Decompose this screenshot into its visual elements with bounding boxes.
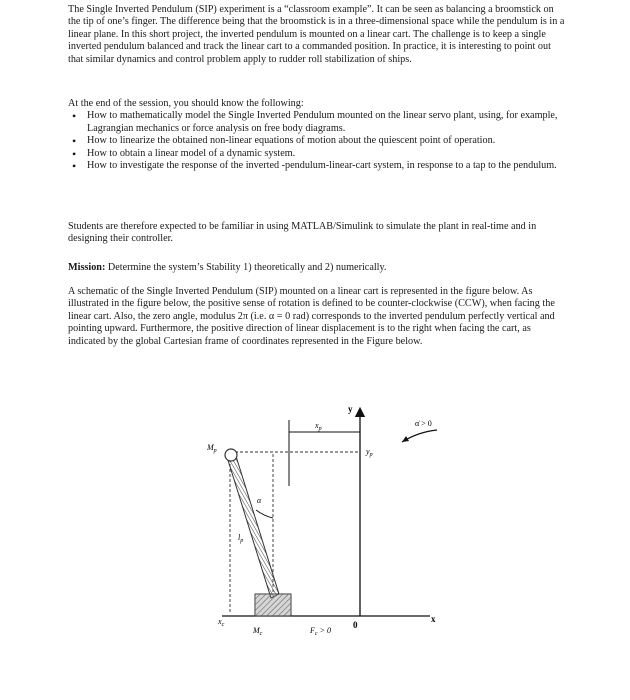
fc-label: $F_c > 0$ <box>310 626 331 637</box>
alpha-arc <box>256 510 273 518</box>
mission-text: Determine the system’s Stability 1) theoretically and 2) numerically. <box>105 262 387 273</box>
intro-paragraph: The Single Inverted Pendulum (SIP) experiment is a “classroom example”. It can be seen as balancing a broomstick on the tip of one’s finger. The difference being that the broomstick is in a three-dimensional space while the pendulum is in a linear plane. In this short project, the inverted pendulum is mounted on a linear cart. The challenge is to keep a single inverted pendulum balanced and track the linear cart to a commanded position. In practice, it is interesting to point out that similar dynamics and control problem apply to rudder roll stabilization of ships. <box>68 4 565 65</box>
objective-item: • How to mathematically model the Single Inverted Pendulum mounted on the linear servo plant, using, for example, Lagrangian mechanics or force analysis on free body diagrams. <box>68 110 568 135</box>
pendulum-rod <box>227 453 279 598</box>
x-axis-label: x <box>431 614 436 624</box>
mp-label: $M_p$ <box>207 443 217 454</box>
pendulum-figure <box>190 398 450 648</box>
objective-item: • How to linearize the obtained non-linear equations of motion about the quiescent point of operation. <box>68 135 568 147</box>
objectives-section <box>68 98 568 172</box>
schematic-paragraph: A schematic of the Single Inverted Pendulum (SIP) mounted on a linear cart is represented in the figure below. As illustrated in the figure below, the positive sense of rotation is defined to be counter-clockwise (CCW), when facing the linear cart. Also, the zero angle, modulus 2π (i.e. α = 0 rad) corresponds to the inverted pendulum perfectly vertical and pointing upward. Furthermore, the positive direction of linear displacement is to the right when facing the cart, as indicated by the global Cartesian frame of coordinates represented in the Figure below. <box>68 286 555 347</box>
mission-paragraph <box>68 262 568 274</box>
lp-label: $l_p$ <box>238 533 244 544</box>
objective-item: • How to obtain a linear model of a dynamic system. <box>68 148 568 160</box>
objectives-heading: At the end of the session, you should know the following: <box>68 98 304 109</box>
prerequisites-paragraph: Students are therefore expected to be familiar in using MATLAB/Simulink to simulate the plant in real-time and in designing their controller. <box>68 221 537 245</box>
alpha-label: α <box>257 496 262 505</box>
objective-item: • How to investigate the response of the inverted -pendulum-linear-cart system, in response to a tap to the pendulum. <box>68 160 568 172</box>
y-axis-label: y <box>348 404 353 414</box>
pendulum-mass <box>225 449 237 461</box>
mc-label: $M_c$ <box>253 626 263 637</box>
xp-top-label: $x_p$ <box>315 421 322 432</box>
mission-label: Mission: <box>68 262 106 273</box>
pendulum-schematic <box>190 398 450 648</box>
yp-label: $y_p$ <box>366 447 373 458</box>
origin-label: 0 <box>353 620 358 630</box>
alpha-dot-label: α̇ > 0 <box>415 419 432 428</box>
xc-label: $x_c$ <box>218 617 225 628</box>
objectives-list <box>68 110 568 172</box>
